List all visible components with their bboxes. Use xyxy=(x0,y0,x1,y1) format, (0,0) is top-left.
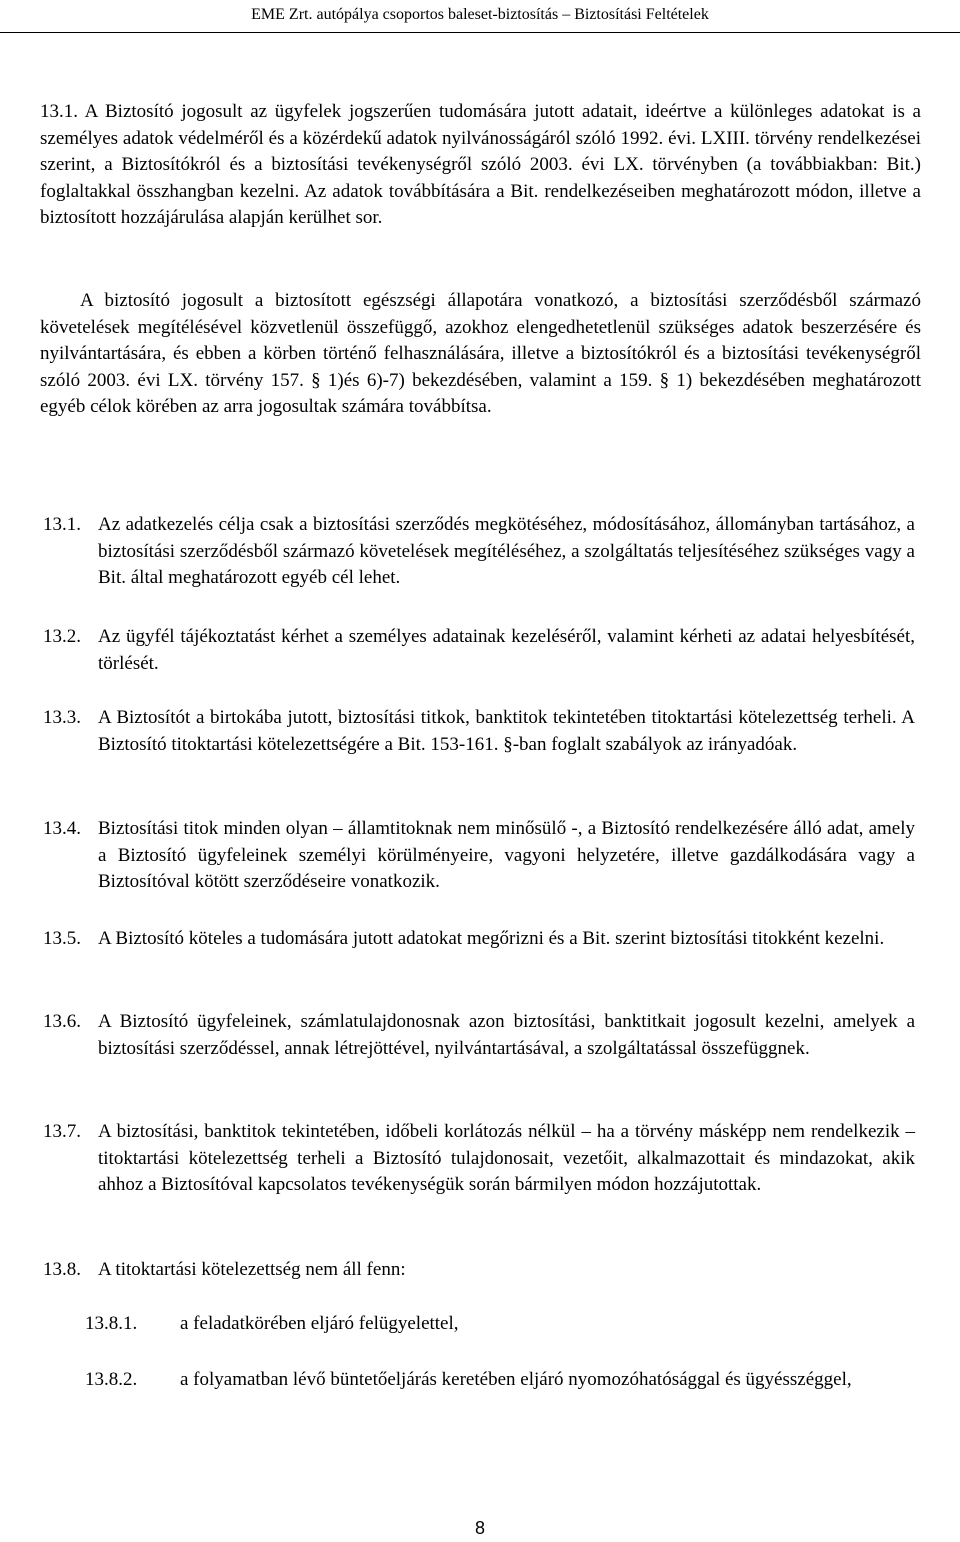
subsection-text: a feladatkörében eljáró felügyelettel, xyxy=(180,1313,459,1334)
subsection-text: a folyamatban lévő büntetőeljárás keretében eljáró nyomozóhatósággal és ügyésszéggel, xyxy=(180,1369,852,1390)
section-number: 13.2. xyxy=(43,626,81,647)
section-number: 13.8. xyxy=(43,1259,81,1280)
section-item xyxy=(43,926,915,953)
section-number: 13.1. xyxy=(43,514,81,535)
section-text: A Biztosító köteles a tudomására jutott adatokat megőrizni és a Bit. szerint biztosítási titokként kezelni. xyxy=(98,928,885,949)
intro-paragraph-1: 13.1. A Biztosító jogosult az ügyfelek jogszerűen tudomására jutott adatait, ideértve a különleges adatokat is a személyes adatok védelméről és a közérdekű adatok nyilvánosságáról szóló 1992. évi. LXIII. törvény rendelkezései szerint, a Biztosítókról és a biztosítási tevékenységről szóló 2003. évi LX. törvényben (a továbbiakban: Bit.) foglaltakkal összhangban kezelni. Az adatok továbbítására a Bit. rendelkezéseiben meghatározott módon, illetve a biztosított hozzájárulása alapján kerülhet sor. xyxy=(40,101,921,228)
section-item xyxy=(43,816,915,896)
section-text: A Biztosítót a birtokába jutott, biztosítási titkok, banktitok tekintetében titoktartási kötelezettség terheli. A Biztosító titoktartási kötelezettségére a Bit. 153-161. §-ban foglalt szabályok az irányadóak. xyxy=(98,707,915,755)
section-item xyxy=(43,705,915,758)
subsection-item xyxy=(85,1367,915,1394)
subsection-item xyxy=(85,1311,915,1338)
section-text: Biztosítási titok minden olyan – államtitoknak nem minősülő -, a Biztosító rendelkezésére álló adat, amely a Biztosító ügyfeleinek személyi körülményeire, vagyoni helyzetére, illetve gazdálkodására vagy a Biztosítóval kötött szerződéseire vonatkozik. xyxy=(98,818,915,892)
section-text: A titoktartási kötelezettség nem áll fenn: xyxy=(98,1259,406,1280)
page-number: 8 xyxy=(474,1518,485,1538)
section-number: 13.7. xyxy=(43,1121,81,1142)
section-text: A biztosítási, banktitok tekintetében, időbeli korlátozás nélkül – ha a törvény másképp nem rendelkezik – titoktartási kötelezettség terheli a Biztosító tulajdonosait, vezetőit, alkalmazottait és mindazokat, akik ahhoz a Biztosítóval kapcsolatos tevékenységük során bármilyen módon hozzájutottak. xyxy=(98,1121,915,1195)
section-item xyxy=(43,512,915,592)
subsection-number: 13.8.2. xyxy=(85,1369,138,1390)
intro-paragraph-2: A biztosító jogosult a biztosított egészségi állapotára vonatkozó, a biztosítási szerződésből származó követelések megítélésével közvetlenül összefüggő, azokhoz elengedhetetlenül szükséges adatok beszerzésére és nyilvántartására, és ebben a körben történő felhasználására, illetve a biztosítókról és a biztosítási tevékenységről szóló 2003. évi LX. törvény 157. § 1)és 6)-7) bekezdésében, valamint a 159. § 1) bekezdésében meghatározott egyéb célok körében az arra jogosultak számára továbbítsa. xyxy=(40,290,921,417)
subsection-number: 13.8.1. xyxy=(85,1313,138,1334)
section-item xyxy=(43,624,915,677)
section-number: 13.6. xyxy=(43,1011,81,1032)
section-number: 13.3. xyxy=(43,707,81,728)
section-number: 13.5. xyxy=(43,928,81,949)
header-rule xyxy=(0,32,960,33)
section-text: A Biztosító ügyfeleinek, számlatulajdonosnak azon biztosítási, banktitkait jogosult kezelni, amelyek a biztosítási szerződéssel, annak létrejöttével, nyilvántartásával, a szolgáltatással összefüggnek. xyxy=(98,1011,915,1059)
section-item xyxy=(43,1009,915,1062)
section-number: 13.4. xyxy=(43,818,81,839)
running-header: EME Zrt. autópálya csoportos baleset-biztosítás – Biztosítási Feltételek xyxy=(251,6,709,23)
section-text: Az ügyfél tájékoztatást kérhet a személyes adatainak kezeléséről, valamint kérheti az adatai helyesbítését, törlését. xyxy=(98,626,915,674)
section-text: Az adatkezelés célja csak a biztosítási szerződés megkötéséhez, módosításához, állományban tartásához, a biztosítási szerződésből származó követelések megítéléséhez, a szolgáltatás teljesítéséhez szükséges vagy a Bit. által meghatározott egyéb cél lehet. xyxy=(98,514,915,588)
section-item xyxy=(43,1119,915,1199)
section-item xyxy=(43,1257,915,1284)
